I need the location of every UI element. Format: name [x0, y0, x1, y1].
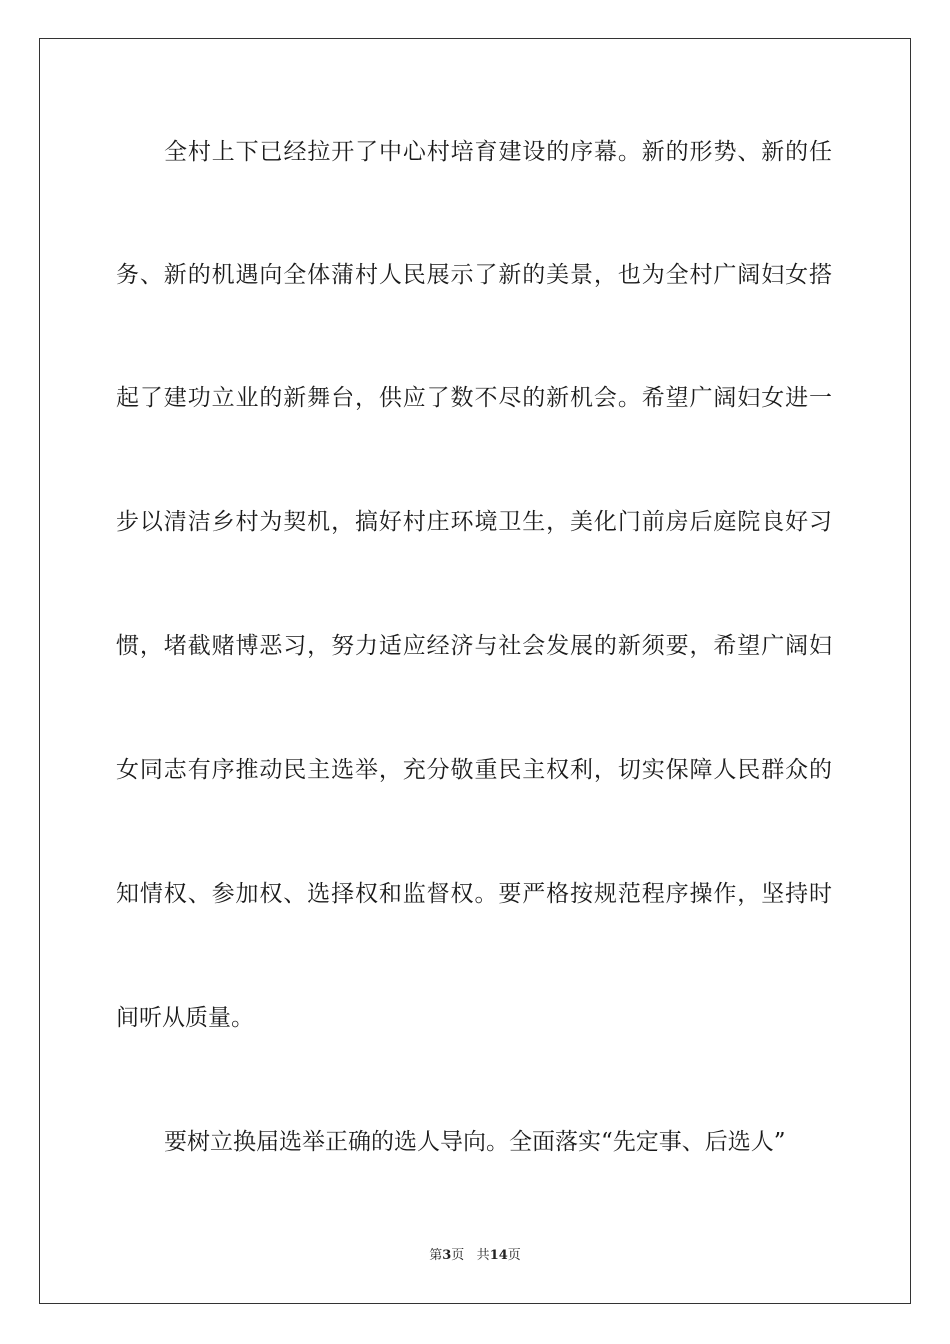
paragraph-1-line-6: 女同志有序推动民主选举，充分敬重民主权利，切实保障人民群众的 — [116, 757, 832, 783]
page-border — [39, 38, 911, 1304]
page-footer — [0, 1247, 950, 1265]
paragraph-1-line-3: 起了建功立业的新舞台，供应了数不尽的新机会。希望广阔妇女进一 — [116, 385, 832, 411]
paragraph-1-line-1: 全村上下已经拉开了中心村培育建设的序幕。新的形势、新的任 — [164, 139, 832, 165]
total-prefix: 共 — [476, 1248, 490, 1263]
paragraph-2-line-1: 要树立换届选举正确的选人导向。全面落实“先定事、后选人” — [164, 1129, 786, 1155]
paragraph-1-line-8: 间听从质量。 — [116, 1005, 254, 1031]
total-suffix: 页 — [507, 1248, 521, 1263]
paragraph-1-line-7: 知情权、参加权、选择权和监督权。要严格按规范程序操作，坚持时 — [116, 881, 832, 907]
page-prefix: 第 — [429, 1248, 443, 1263]
page-number: 3 — [442, 1248, 452, 1263]
paragraph-1-line-2: 务、新的机遇向全体蒲村人民展示了新的美景，也为全村广阔妇女搭 — [116, 262, 832, 288]
paragraph-1-line-5: 惯，堵截赌博恶习，努力适应经济与社会发展的新须要，希望广阔妇 — [116, 633, 832, 659]
paragraph-1-line-4: 步以清洁乡村为契机，搞好村庄环境卫生，美化门前房后庭院良好习 — [116, 509, 832, 535]
page-suffix: 页 — [451, 1248, 465, 1263]
total-pages: 14 — [489, 1248, 508, 1263]
